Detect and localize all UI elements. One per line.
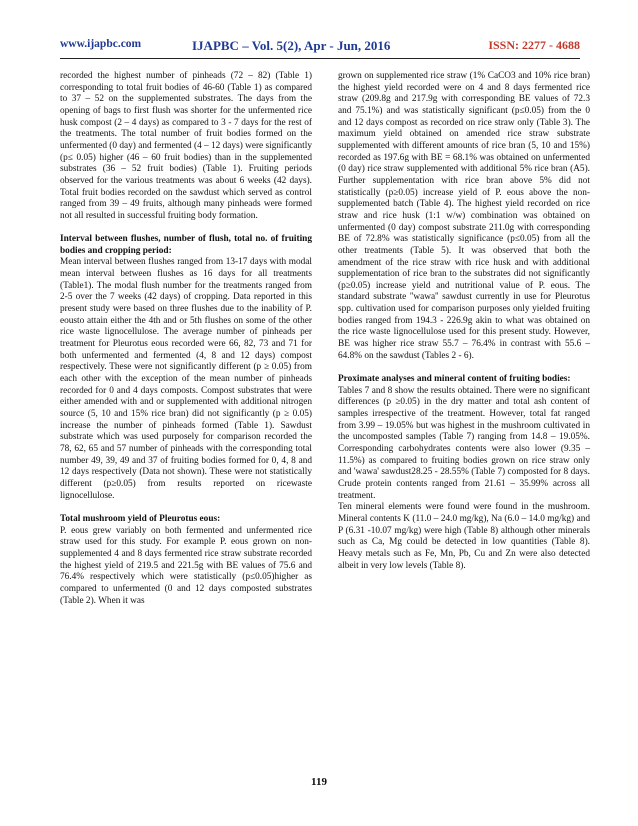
paragraph: P. eous grew variably on both fermented and unfermented rice straw used for this study. For example P. eous grown on non-supplemented 4 and 8 days fermented rice straw substrate recorded the highest yield of 219.5 and 221.5g with BE values of 75.6 and 76.4% respectively which were statistically (p≤0.05)higher as compared to unfermented (0 and 12 days composted substrates (Table 2). When it was <box>60 525 312 606</box>
paragraph: Ten mineral elements were found were found in the mushroom. Mineral contents K (11.0 – 24.0 mg/kg), Na (6.0 – 14.0 mg/kg) and P (6.31 -10.07 mg/kg) were high (Table 8) although other minerals such as Ca, Mg could be detected in low quantities (Table 8). Heavy metals such as Fe, Mn, Pb, Cu and Zn were also detected albeit in very low levels (Table 8). <box>338 502 590 571</box>
header-rule <box>60 58 580 59</box>
section-heading: Proximate analyses and mineral content of fruiting bodies: <box>338 374 571 385</box>
section-heading: Interval between flushes, number of flush, total no. of fruiting bodies and cropping period: <box>60 234 312 256</box>
paragraph: recorded the highest number of pinheads (72 – 82) (Table 1) corresponding to total fruit bodies of 46-60 (Table 1) as compared to 37 – 52 on the supplemented substrates. The days from the opening of bags to first flush was shorter for the unfermented rice husk compost (2 – 4 days) as compared to 3 - 7 days for the rest of the treatments. The total number of fruit bodies formed on the unfermented (0 day) and fermented (4 – 12 days) were significantly (p≤ 0.05) higher (46 – 60 fruit bodies) than in the supplemented substrates (36 – 52 fruit bodies) (Table 1). Fruiting periods observed for the various treatments was about 6 weeks (42 days). Total fruit bodies recorded on the sawdust which served as control ranged from 39 – 49 fruits, although many pinheads were formed not all resulted in successful fruiting body formation. <box>60 71 312 221</box>
right-column <box>338 71 590 572</box>
paragraph: Mean interval between flushes ranged from 13-17 days with modal mean interval between flushes as 16 days for all treatments (Table1). The modal flush number for the treatments ranged from 2-5 over the 7 weeks (42 days) of cropping. Data reported in this present study were based on three flushes due to the inability of P. eousto attain either the 4th and or 5th flushes on some of the other rice waste lignocellulose. The average number of pinheads per treatment for Pleurotus eous recorded were 66, 82, 73 and 71 for both unfermented and fermented (4, 8 and 12 days) compost respectively. These were not significantly different (p ≥ 0.05) from each other with the exception of the mean number of pinheads recorded for 0 and 4 days composts. Compost substrates that were either amended with and or supplemented with additional nitrogen source (5, 10 and 15% rice bran) did not significantly (p ≥ 0.05) increase the number of pinheads formed (Table 1). Sawdust substrate which was used purposely for comparison recorded the 78, 62, 65 and 57 number of pinheads with the corresponding total number 49, 39, 49 and 37 of fruiting bodies formed for 0, 4, 8 and 12 days respectively (Data not shown). These were not statistically different (p≥0.05) from results reported on ricewaste lignocellulose. <box>60 257 312 501</box>
journal-website: www.ijapbc.com <box>60 38 142 50</box>
paragraph: Tables 7 and 8 show the results obtained. There were no significant differences (p ≥0.05) in the dry matter and total ash content of samples irrespective of the treatment. However, total fat ranged from 3.99 – 19.05% but was highest in the mushroom cultivated in the uncomposted samples (Table 7) ranging from 14.8 – 19.05%. Corresponding carbohydrates contents were also lower (9.35 – 11.5%) as compared to fruiting bodies grown on rice straw only and 'wawa' sawdust28.25 - 28.55% (Table 7) composted for 8 days. Crude protein contents ranged from 21.61 – 35.99% across all treatment. <box>338 385 590 501</box>
section-heading: Total mushroom yield of Pleurotus eous: <box>60 513 221 524</box>
left-column <box>60 71 312 607</box>
journal-issn: ISSN: 2277 - 4688 <box>488 38 580 52</box>
page-number: 119 <box>311 776 327 788</box>
paragraph: grown on supplemented rice straw (1% CaCO3 and 10% rice bran) the highest yield recorded were on 4 and 8 days fermented rice straw (209.8g and 217.9g with corresponding BE values of 72.3 and 75.1%) and was statistically significant (p≤0.05) from the 0 and 12 days compost as recorded on rice straw only (Table 3). The maximum yield obtained on amended rice straw substrate supplemented with different amounts of rice bran (5, 10 and 15%) recorded as 197.6g with BE = 68.1% was obtained on unfermented (0 day) rice straw supplemented with additional 5% rice bran (A5). Further supplementation with rice bran above 5% did not statistically (p≥0.05) increase yield of P. eous above the non-supplemented batch (Table 4). The highest yield recorded on rice straw and rice husk (1:1 w/w) combination was obtained on unfermented (0 day) compost substrate 211.0g with corresponding BE of 72.8% was statistically significance (p≤0.05) from all the other treatments (Table 5). It was observed that both the amendment of the rice straw with rice husk and with additional supplementation of rice bran to the substrates did not significantly (p≥0.05) increase yield and nutritional value of P. eous. The standard substrate ''wawa'' sawdust currently in use for Pleurotus spp. cultivation used for comparison purposes only yielded fruiting bodies ranged from 194.3 - 226.9g akin to what was obtained on the rice waste lignocellulose used for this present study. However, BE was higher rice straw 55.7 – 76.4% in contrast with 55.6 – 64.8% on the sawdust (Tables 2 - 6). <box>338 71 590 361</box>
journal-title: IJAPBC – Vol. 5(2), Apr - Jun, 2016 <box>192 38 391 53</box>
page-header <box>60 38 580 54</box>
